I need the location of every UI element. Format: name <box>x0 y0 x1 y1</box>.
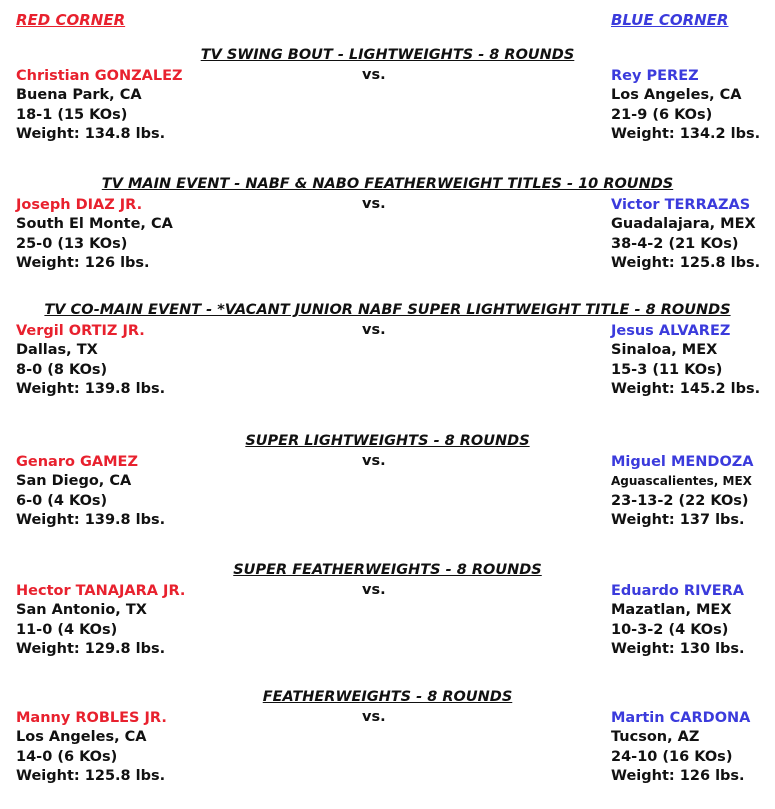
fighter-record: 10-3-2 (4 KOs) <box>611 621 729 638</box>
bout-1 <box>0 47 775 167</box>
vs-label: vs. <box>362 582 386 598</box>
vs-label: vs. <box>362 453 386 469</box>
fighter-name: Manny ROBLES JR. <box>16 710 167 726</box>
fighter-hometown: Buena Park, CA <box>16 87 142 104</box>
fighter-record: 14-0 (6 KOs) <box>16 748 118 765</box>
fighter-name: Eduardo RIVERA <box>611 583 745 599</box>
fighter-hometown: San Diego, CA <box>16 473 132 490</box>
fighter-weight: Weight: 126 lbs. <box>16 255 150 272</box>
fighter-weight: Weight: 134.8 lbs. <box>16 126 166 143</box>
red-corner-heading: RED CORNER <box>16 11 126 29</box>
bout-3 <box>0 302 775 422</box>
red-fighter <box>16 196 173 274</box>
fighter-name: Hector TANAJARA JR. <box>16 583 186 599</box>
fighter-hometown: Dallas, TX <box>16 342 98 359</box>
fighter-weight: Weight: 125.8 lbs. <box>16 768 166 785</box>
fighter-weight: Weight: 129.8 lbs. <box>16 641 166 658</box>
fighter-hometown: Los Angeles, CA <box>16 729 147 746</box>
blue-fighter <box>611 196 760 274</box>
fighter-record: 23-13-2 (22 KOs) <box>611 492 749 509</box>
fighter-record: 38-4-2 (21 KOs) <box>611 235 739 252</box>
red-fighter <box>16 322 165 400</box>
bout-title: TV SWING BOUT - LIGHTWEIGHTS - 8 ROUNDS <box>200 47 575 63</box>
fighter-weight: Weight: 137 lbs. <box>611 512 745 529</box>
vs-label: vs. <box>362 322 386 338</box>
bout-title: TV MAIN EVENT - NABF & NABO FEATHERWEIGHT TITLES - 10 ROUNDS <box>101 176 674 192</box>
fighter-weight: Weight: 126 lbs. <box>611 768 745 785</box>
fighter-hometown: Aguascalientes, MEX <box>611 474 752 489</box>
bout-6 <box>0 689 775 809</box>
fighter-name: Martin CARDONA <box>611 710 751 726</box>
fighter-record: 18-1 (15 KOs) <box>16 106 128 123</box>
fighter-hometown: South El Monte, CA <box>16 216 173 233</box>
fighter-record: 24-10 (16 KOs) <box>611 748 733 765</box>
fighter-hometown: Los Angeles, CA <box>611 87 742 104</box>
fighter-weight: Weight: 130 lbs. <box>611 641 745 658</box>
fighter-weight: Weight: 125.8 lbs. <box>611 255 761 272</box>
fighter-name: Vergil ORTIZ JR. <box>16 323 145 339</box>
fighter-hometown: Sinaloa, MEX <box>611 342 718 359</box>
fighter-name: Joseph DIAZ JR. <box>16 197 143 213</box>
fighter-weight: Weight: 134.2 lbs. <box>611 126 761 143</box>
blue-fighter <box>611 709 750 787</box>
red-fighter <box>16 709 167 787</box>
fighter-name: Miguel MENDOZA <box>611 454 754 470</box>
vs-label: vs. <box>362 67 386 83</box>
fighter-record: 21-9 (6 KOs) <box>611 106 713 123</box>
fighter-record: 8-0 (8 KOs) <box>16 361 108 378</box>
red-fighter <box>16 67 183 145</box>
fighter-hometown: Guadalajara, MEX <box>611 216 756 233</box>
fighter-name: Victor TERRAZAS <box>611 197 751 213</box>
blue-fighter <box>611 453 754 531</box>
blue-fighter <box>611 322 760 400</box>
fighter-name: Christian GONZALEZ <box>16 68 183 84</box>
blue-fighter <box>611 67 760 145</box>
fighter-hometown: Tucson, AZ <box>611 729 700 746</box>
vs-label: vs. <box>362 709 386 725</box>
vs-label: vs. <box>362 196 386 212</box>
fighter-name: Jesus ALVAREZ <box>611 323 731 339</box>
bout-title: SUPER LIGHTWEIGHTS - 8 ROUNDS <box>245 433 530 449</box>
fighter-record: 25-0 (13 KOs) <box>16 235 128 252</box>
fighter-weight: Weight: 139.8 lbs. <box>16 512 166 529</box>
fighter-hometown: San Antonio, TX <box>16 602 147 619</box>
fighter-weight: Weight: 145.2 lbs. <box>611 381 761 398</box>
fighter-record: 11-0 (4 KOs) <box>16 621 118 638</box>
blue-corner-heading: BLUE CORNER <box>611 11 729 29</box>
fighter-hometown: Mazatlan, MEX <box>611 602 732 619</box>
fighter-name: Rey PEREZ <box>611 68 699 84</box>
bout-title: TV CO-MAIN EVENT - *VACANT JUNIOR NABF SUPER LIGHTWEIGHT TITLE - 8 ROUNDS <box>44 302 731 318</box>
bout-2 <box>0 176 775 296</box>
bout-5 <box>0 562 775 682</box>
blue-fighter <box>611 582 745 660</box>
bout-title: SUPER FEATHERWEIGHTS - 8 ROUNDS <box>233 562 542 578</box>
red-fighter <box>16 453 165 531</box>
fighter-weight: Weight: 139.8 lbs. <box>16 381 166 398</box>
fighter-record: 6-0 (4 KOs) <box>16 492 108 509</box>
fighter-record: 15-3 (11 KOs) <box>611 361 723 378</box>
bout-title: FEATHERWEIGHTS - 8 ROUNDS <box>262 689 513 705</box>
bout-4 <box>0 433 775 553</box>
fighter-name: Genaro GAMEZ <box>16 454 138 470</box>
red-fighter <box>16 582 185 660</box>
